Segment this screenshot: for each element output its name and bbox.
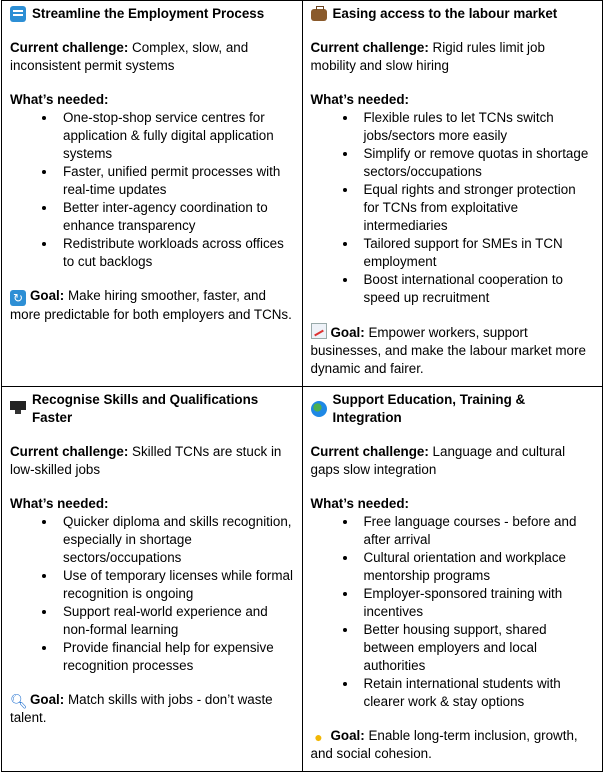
chart-increasing-icon	[311, 323, 327, 339]
challenge-label: Current challenge:	[10, 40, 129, 55]
section-education-integration	[302, 387, 603, 772]
list-item: • One-stop-shop service centres for application & fully digital application systems	[57, 109, 294, 163]
goal-label: Goal:	[30, 288, 65, 303]
goal-label: Goal:	[330, 325, 365, 340]
list-item: • Tailored support for SMEs in TCN employment	[358, 235, 595, 271]
section-title-text: Support Education, Training & Integration	[332, 392, 526, 425]
list-item: • Better housing support, shared between employers and local authorities	[358, 621, 595, 675]
list-item: • Support real-world experience and non-formal learning	[57, 603, 294, 639]
goal-text: Match skills with jobs - don’t waste talent.	[10, 692, 273, 725]
list-item: • Use of temporary licenses while formal recognition is ongoing	[57, 567, 294, 603]
needs-list	[10, 109, 294, 271]
goal-text: Make hiring smoother, faster, and more predictable for both employers and TCNs.	[10, 288, 292, 322]
globe-icon	[311, 401, 327, 417]
goal-text: Enable long-term inclusion, growth, and social cohesion.	[310, 728, 578, 761]
needed-label: What’s needed:	[310, 92, 409, 107]
section-title	[311, 391, 595, 427]
list-item: • Free language courses - before and after arrival	[358, 513, 595, 549]
list-item: • Retain international students with clearer work & stay options	[358, 675, 595, 711]
cycle-arrows-icon: ↻	[10, 290, 26, 306]
section-title-text: Easing access to the labour market	[332, 6, 558, 21]
challenge	[311, 443, 595, 479]
section-streamline	[2, 1, 303, 387]
needs-list	[311, 513, 595, 711]
challenge-label: Current challenge:	[10, 444, 129, 459]
challenge-text: Language and cultural gaps slow integration	[310, 444, 566, 477]
section-title	[10, 391, 294, 427]
magnifying-glass-icon: 🔍︎	[10, 693, 28, 709]
list-item: • Equal rights and stronger protection for TCNs from exploitative intermediaries	[358, 181, 595, 235]
list-item: • Flexible rules to let TCNs switch jobs/sectors more easily	[358, 109, 595, 145]
list-item: • Quicker diploma and skills recognition, especially in shortage sectors/occupations	[57, 513, 294, 567]
needed-label: What’s needed:	[10, 92, 109, 107]
goal	[311, 727, 595, 763]
challenge	[311, 39, 595, 75]
challenge-text: Skilled TCNs are stuck in low-skilled jobs	[10, 444, 282, 477]
graduation-cap-icon	[10, 401, 26, 417]
list-item: • Employer-sponsored training with incentives	[358, 585, 595, 621]
policy-grid	[1, 0, 603, 772]
list-item: • Cultural orientation and workplace mentorship programs	[358, 549, 595, 585]
challenge-label: Current challenge:	[310, 444, 429, 459]
goal-label: Goal:	[330, 728, 365, 743]
section-recognise-skills	[2, 387, 303, 772]
section-title	[311, 5, 595, 23]
section-title-text: Streamline the Employment Process	[32, 6, 265, 21]
section-title	[10, 5, 294, 23]
goal-label: Goal:	[30, 692, 65, 707]
list-item: • Simplify or remove quotas in shortage sectors/occupations	[358, 145, 595, 181]
goal	[10, 691, 294, 727]
list-item: • Redistribute workloads across offices to cut backlogs	[57, 235, 294, 271]
needs-list	[311, 109, 595, 307]
goal	[311, 323, 595, 378]
goal-text: Empower workers, support businesses, and make the labour market more dynamic and fairer.	[310, 325, 586, 376]
goal	[10, 287, 294, 324]
list-item: • Faster, unified permit processes with real-time updates	[57, 163, 294, 199]
section-easing-access	[302, 1, 603, 387]
challenge	[10, 39, 294, 75]
list-item: • Boost international cooperation to speed up recruitment	[358, 271, 595, 307]
needed-label: What’s needed:	[310, 496, 409, 511]
list-icon	[10, 6, 26, 22]
needs-list	[10, 513, 294, 675]
briefcase-icon	[311, 9, 327, 21]
list-item: • Better inter-agency coordination to enhance transparency	[57, 199, 294, 235]
challenge	[10, 443, 294, 479]
challenge-label: Current challenge:	[310, 40, 429, 55]
needed-label: What’s needed:	[10, 496, 109, 511]
challenge-text: Complex, slow, and inconsistent permit systems	[10, 40, 249, 73]
list-item: • Provide financial help for expensive recognition processes	[57, 639, 294, 675]
section-title-text: Recognise Skills and Qualifications Faster	[32, 392, 259, 425]
light-bulb-icon: ●	[314, 729, 323, 745]
challenge-text: Rigid rules limit job mobility and slow hiring	[310, 40, 545, 73]
